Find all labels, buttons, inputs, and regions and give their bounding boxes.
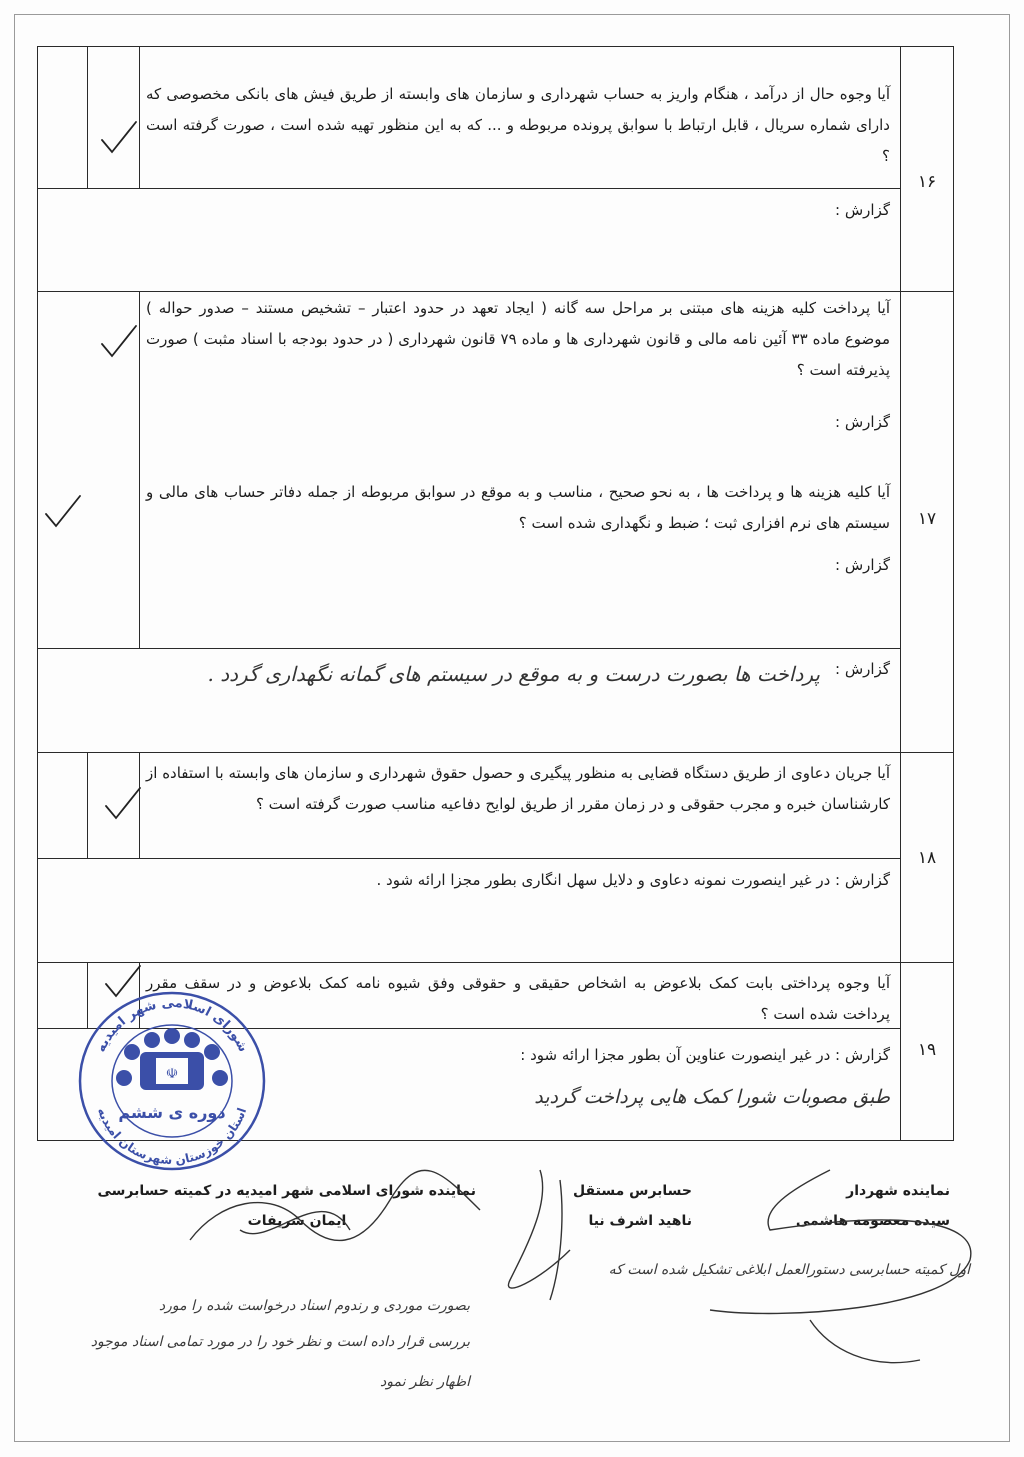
handwritten-report: پرداخت ها بصورت درست و به موقع در سیستم های گمانه نگهداری گردد . — [207, 662, 820, 686]
handwritten-note-line: بصورت موردی و رندوم اسناد درخواست شده را مورد — [158, 1298, 470, 1314]
handwritten-report: طبق مصوبات شورا کمک هایی پرداخت گردید — [534, 1086, 890, 1108]
checkmark-icon — [44, 492, 84, 532]
auditor-name: ناهید اشرف نیا — [588, 1213, 692, 1229]
handwritten-note-line: بررسی قرار داده است و نظر خود را در مورد تمامی اسناد موجود — [90, 1334, 470, 1350]
svg-text:☫: ☫ — [165, 1066, 179, 1082]
checkmark-icon — [104, 784, 144, 824]
row-divider — [37, 858, 901, 859]
report-label: گزارش : — [835, 556, 890, 574]
row-number: ۱۹ — [917, 1040, 937, 1060]
row-divider — [37, 648, 901, 649]
council-rep-signature — [180, 1160, 500, 1270]
question-text: آیا کلیه هزینه ها و پرداخت ها ، به نحو صحیح ، مناسب و به موقع در سوابق مربوطه از جمله دفاتر حساب های مالی و سیستم های نرم افزاری ثبت ؛ ضبط و نگهداری شده است ؟ — [146, 483, 890, 532]
checkmark-icon — [100, 322, 140, 362]
table-border-left — [37, 46, 38, 1141]
row-number: ۱۶ — [917, 172, 937, 192]
stamp-middle-text: دوره ی ششم — [118, 1103, 226, 1122]
handwritten-note-line: اظهار نظر نمود — [380, 1374, 470, 1390]
question-text: آیا وجوه حال از درآمد ، هنگام واریز به حساب شهرداری و سازمان های وابسته از طریق فیش های بانکی مخصوصی که دارای شماره سریال ، قابل ارتباط با سوابق پرونده مربوطه و ... که به این منظور تهیه شده است ، صورت گرفته است ؟ — [146, 85, 890, 165]
report-label: گزارش : — [835, 413, 890, 431]
row-divider — [37, 291, 954, 292]
mayor-rep-title: نماینده شهردار — [846, 1183, 950, 1199]
row-number: ۱۸ — [917, 848, 937, 868]
row-divider — [37, 962, 954, 963]
stamp-bottom-text: استان خوزستان شهرستان امیدیه — [94, 1105, 250, 1168]
check-column-divider — [87, 752, 88, 858]
check-column-divider — [87, 46, 88, 188]
council-rep-title: نماینده شورای اسلامی شهر امیدیه در کمیته حسابرسی — [97, 1183, 476, 1199]
report-text: گزارش : در غیر اینصورت نمونه دعاوی و دلایل سهل انگاری بطور مجزا ارائه شود . — [376, 871, 890, 889]
report-label: گزارش : — [835, 201, 890, 219]
row-number: ۱۷ — [917, 509, 937, 529]
table-border-right — [953, 46, 954, 1141]
row-divider — [37, 188, 901, 189]
stamp-top-text: شورای اسلامی شهر امیدیه — [93, 995, 251, 1055]
checkmark-icon — [100, 118, 140, 158]
mayor-rep-name: سیده معصومه هاشمی — [795, 1213, 950, 1229]
report-label: گزارش : — [835, 660, 890, 678]
auditor-title: حسابرس مستقل — [573, 1183, 692, 1199]
report-text: گزارش : در غیر اینصورت عناوین آن بطور مجزا ارائه شود : — [520, 1046, 890, 1064]
question-text: آیا پرداخت کلیه هزینه های مبتنی بر مراحل سه گانه ( ایجاد تعهد در حدود اعتبار – تشخیص مستند – صدور حواله ) موضوع ماده ۳۳ آئین نامه مالی و قانون شهرداری ها و ماده ۷۹ قانون شهرداری ( در حدود بودجه با اسناد مثبت ) صورت پذیرفته است ؟ — [146, 299, 890, 379]
council-stamp — [74, 986, 270, 1176]
question-text: آیا جریان دعاوی از طریق دستگاه قضایی به منظور پیگیری و حصول حقوق شهرداری و سازمان های وابسته با استفاده از کارشناسان خبره و مجرب حقوقی و در زمان مقرر از طریق لوایح دفاعیه مناسب صورت گرفته است ؟ — [146, 764, 890, 813]
number-column-divider — [900, 46, 901, 1141]
row-divider — [37, 752, 954, 753]
auditor-signature — [470, 1160, 620, 1310]
handwritten-note-line: اول کمیته حسابرسی دستورالعمل ابلاغی تشکیل شده است که — [608, 1262, 970, 1278]
table-border-top — [37, 46, 954, 47]
council-rep-name: ایمان شریفات — [247, 1213, 347, 1229]
question-text: آیا وجوه پرداختی بابت کمک بلاعوض به اشخاص حقیقی و حقوقی وفق شیوه نامه کمک بلاعوض و در سقف مقرر پرداخت شده است ؟ — [146, 974, 890, 1023]
check-column-divider — [139, 46, 140, 188]
